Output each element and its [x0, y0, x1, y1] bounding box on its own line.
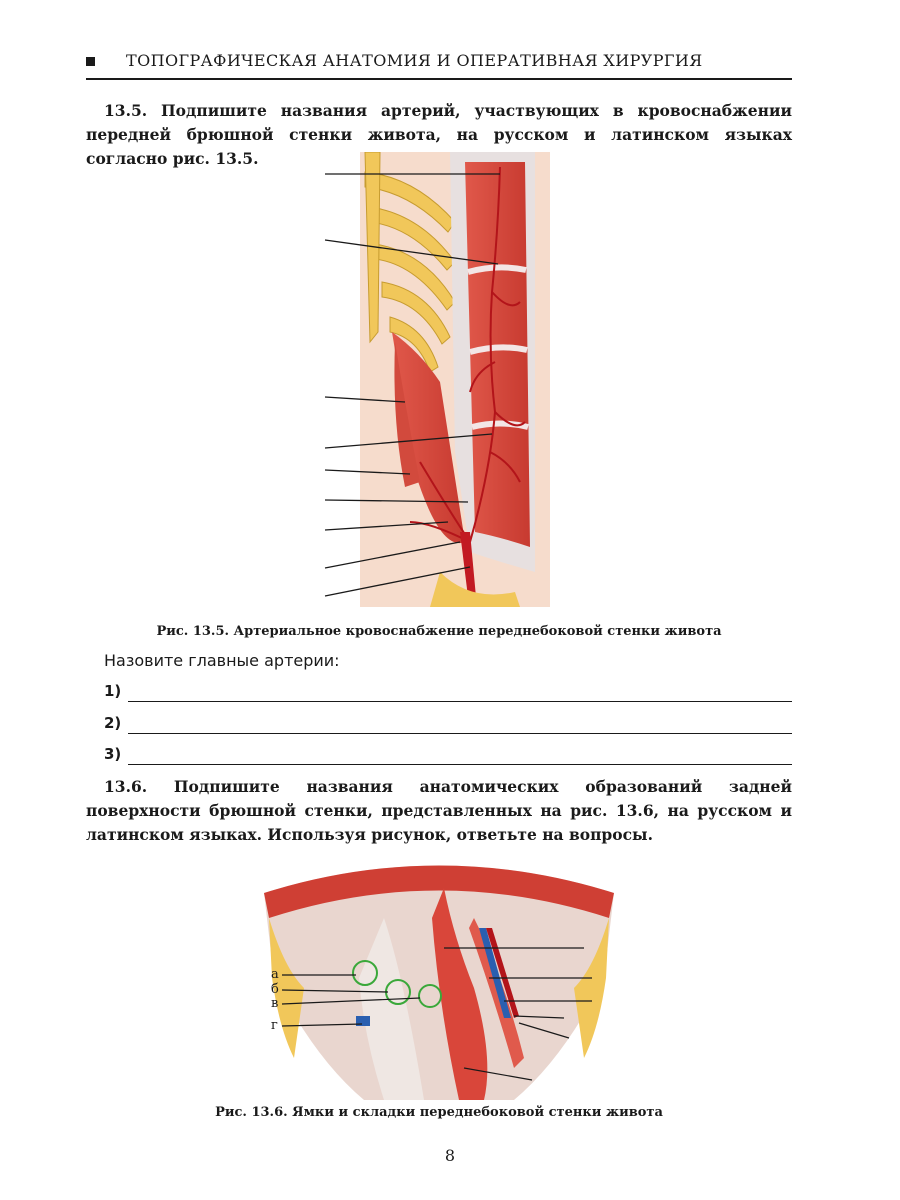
- answer-underline: [128, 764, 792, 765]
- page-number: 8: [444, 1146, 456, 1165]
- header-title: ТОПОГРАФИЧЕСКАЯ АНАТОМИЯ И ОПЕРАТИВНАЯ ХИРУРГИЯ: [126, 51, 703, 70]
- question-main-arteries: Назовите главные артерии:: [104, 651, 340, 670]
- answer-underline: [128, 733, 792, 734]
- answer-underline: [128, 701, 792, 702]
- figure-13-6-caption: Рис. 13.6. Ямки и складки переднебоковой стенки живота: [215, 1105, 663, 1120]
- running-header: [86, 48, 792, 80]
- figure-13-6-illustration: [264, 858, 614, 1100]
- label-b: б: [271, 982, 279, 997]
- answer-line-1[interactable]: [104, 680, 792, 704]
- header-square-icon: [86, 57, 95, 66]
- answer-number: 2): [104, 714, 122, 732]
- label-v: в: [271, 996, 279, 1011]
- label-g: г: [271, 1018, 278, 1033]
- task-13-6-text: 13.6. Подпишите названия анатомических образований задней поверхности брюшной стенки, представленных на рис. 13.6, на русском и латинском языках. Используя рисунок, ответьте на вопросы.: [86, 777, 792, 844]
- label-a: а: [271, 967, 279, 982]
- answer-line-2[interactable]: [104, 712, 792, 736]
- figure-13-5-illustration: [320, 152, 550, 607]
- task-13-5-text: 13.5. Подпишите названия артерий, участвующих в кровоснабжении передней брюшной стенки живота, на русском и латинском языках согласно рис. 13.5.: [86, 101, 792, 168]
- answer-number: 1): [104, 682, 122, 700]
- figure-13-5-caption: Рис. 13.5. Артериальное кровоснабжение переднебоковой стенки живота: [156, 624, 722, 639]
- answer-line-3[interactable]: [104, 743, 792, 767]
- answer-number: 3): [104, 745, 122, 763]
